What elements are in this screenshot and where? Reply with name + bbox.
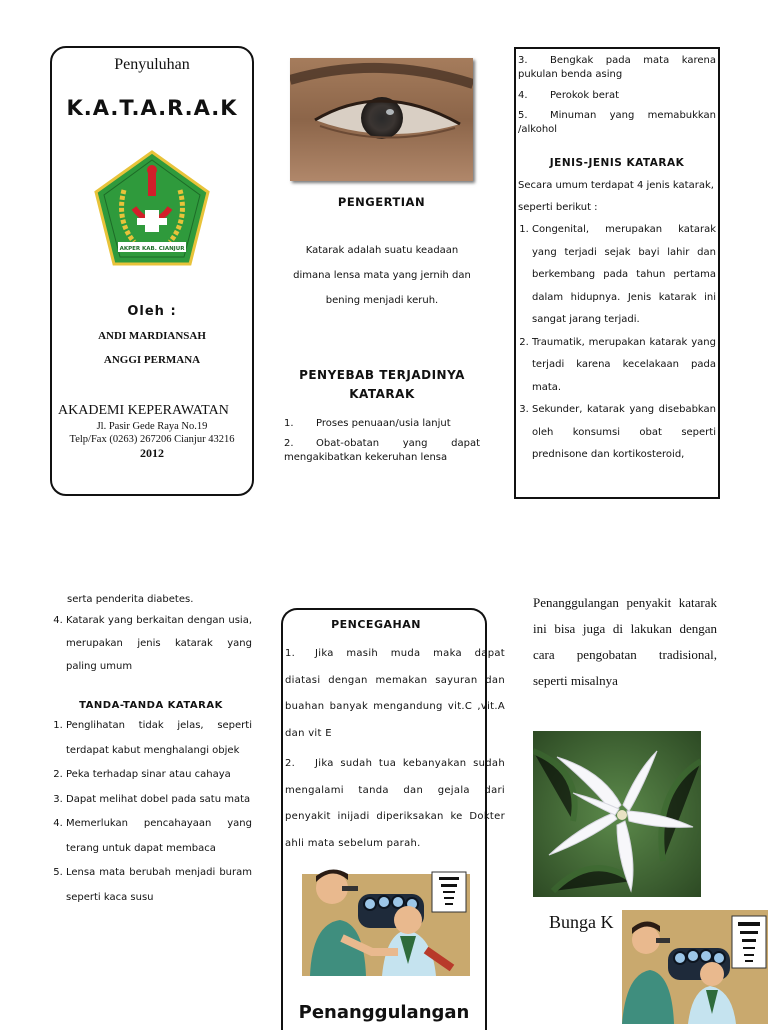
cover-year: 2012 <box>140 446 164 460</box>
list-item: 4. Katarak yang berkaitan dengan usia, merupakan jenis katarak yang paling umum <box>66 609 252 678</box>
list-item: 1. Congenital, merupakan katarak yang terjadi sejak bayi lahir dan berkembang pada tahun pertama dalam hidupnya. Jenis katarak ini sangat jarang terjadi. <box>532 219 716 332</box>
list-item: 1. Penglihatan tidak jelas, seperti terdapat kabut menghalangi objek <box>66 714 252 763</box>
pencegahan-item-2: 2. Jika sudah tua kebanyakan sudah mengalami tanda dan gejala dari penyakit inijadi diperiksakan ke Dokter ahli mata sebelum parah. <box>285 758 505 849</box>
cover-panel <box>50 46 254 496</box>
penanggulangan-footer-heading: Penanggulangan <box>298 1002 470 1023</box>
akper-logo <box>94 150 210 270</box>
jenis-list-cont <box>50 609 252 678</box>
list-item: 2. Obat-obatan yang dapat mengakibatkan kekeruhan lensa <box>284 438 480 463</box>
jenis-panel <box>514 47 720 499</box>
tanda-list <box>50 714 252 910</box>
flower-caption: Bunga K <box>549 912 614 932</box>
list-item: 4. Memerlukan pencahayaan yang terang untuk dapat membaca <box>66 812 252 861</box>
author-1: ANDI MARDIANSAH <box>98 330 206 342</box>
eye-exam-clipart-2 <box>622 910 768 1024</box>
author-2: ANGGI PERMANA <box>103 354 201 366</box>
cover-title-penyuluhan: Penyuluhan <box>114 56 190 73</box>
list-item: 3. Dapat melihat dobel pada satu mata <box>66 788 252 813</box>
penyebab-list-part1 <box>284 418 480 465</box>
cover-oleh: Oleh : <box>127 304 177 319</box>
jenis-list <box>516 219 718 467</box>
list-item: 2. Peka terhadap sinar atau cahaya <box>66 763 252 788</box>
academy-name: AKADEMI KEPERAWATAN <box>58 403 229 418</box>
tanda-heading: TANDA-TANDA KATARAK <box>79 700 223 711</box>
eye-photo <box>290 58 473 181</box>
pengertian-line-2: dimana lensa mata yang jernih dan <box>293 270 471 281</box>
tanda-panel <box>50 594 252 910</box>
eye-exam-clipart <box>302 864 470 976</box>
jenis-continued: serta penderita diabetes. <box>67 594 194 605</box>
list-item: 1. Proses penuaan/usia lanjut <box>284 418 451 429</box>
pengertian-line-3: bening menjadi keruh. <box>325 295 439 306</box>
penyebab-heading <box>282 366 482 404</box>
list-item: 3. Bengkak pada mata karena pukulan benda asing <box>518 55 716 80</box>
cover-title-katarak: K.A.T.A.R.A.K <box>66 96 238 120</box>
address-line-2: Telp/Fax (0263) 267206 Cianjur 43216 <box>69 434 235 445</box>
list-item: 5. Minuman yang memabukkan /alkohol <box>518 110 716 135</box>
list-item: 3. Sekunder, katarak yang disebabkan oleh konsumsi obat seperti prednisone dan kortikosteroid, <box>532 399 716 467</box>
list-item: 2. Traumatik, merupakan katarak yang terjadi karena kecelakaan pada mata. <box>532 332 716 400</box>
address-line-1: Jl. Pasir Gede Raya No.19 <box>96 421 208 432</box>
jenis-heading: JENIS-JENIS KATARAK <box>549 157 685 169</box>
penyebab-heading-line-1: PENYEBAB TERJADINYA <box>299 368 465 382</box>
penyebab-heading-line-2: KATARAK <box>349 387 415 401</box>
jenis-intro: Secara umum terdapat 4 jenis katarak, seperti berikut : <box>518 180 714 213</box>
pencegahan-heading: PENCEGAHAN <box>331 618 421 631</box>
list-item: 5. Lensa mata berubah menjadi buram seperti kaca susu <box>66 861 252 910</box>
pencegahan-item-1: 1. Jika masih muda maka dapat diatasi dengan memakan sayuran dan buahan banyak mengandung vit.C ,vit.A dan vit E <box>285 648 505 739</box>
pengertian-body <box>282 238 482 313</box>
list-item: 4. Perokok berat <box>518 90 620 101</box>
pengertian-line-1: Katarak adalah suatu keadaan <box>305 245 459 256</box>
pengertian-heading: PENGERTIAN <box>337 195 426 209</box>
logo-banner-text: AKPER KAB. CIANJUR <box>119 246 185 252</box>
flower-photo <box>533 731 701 897</box>
penanggulangan-text: Penanggulangan penyakit katarak ini bisa juga di lakukan dengan cara pengobatan tradisional, seperti misalnya <box>533 595 717 688</box>
